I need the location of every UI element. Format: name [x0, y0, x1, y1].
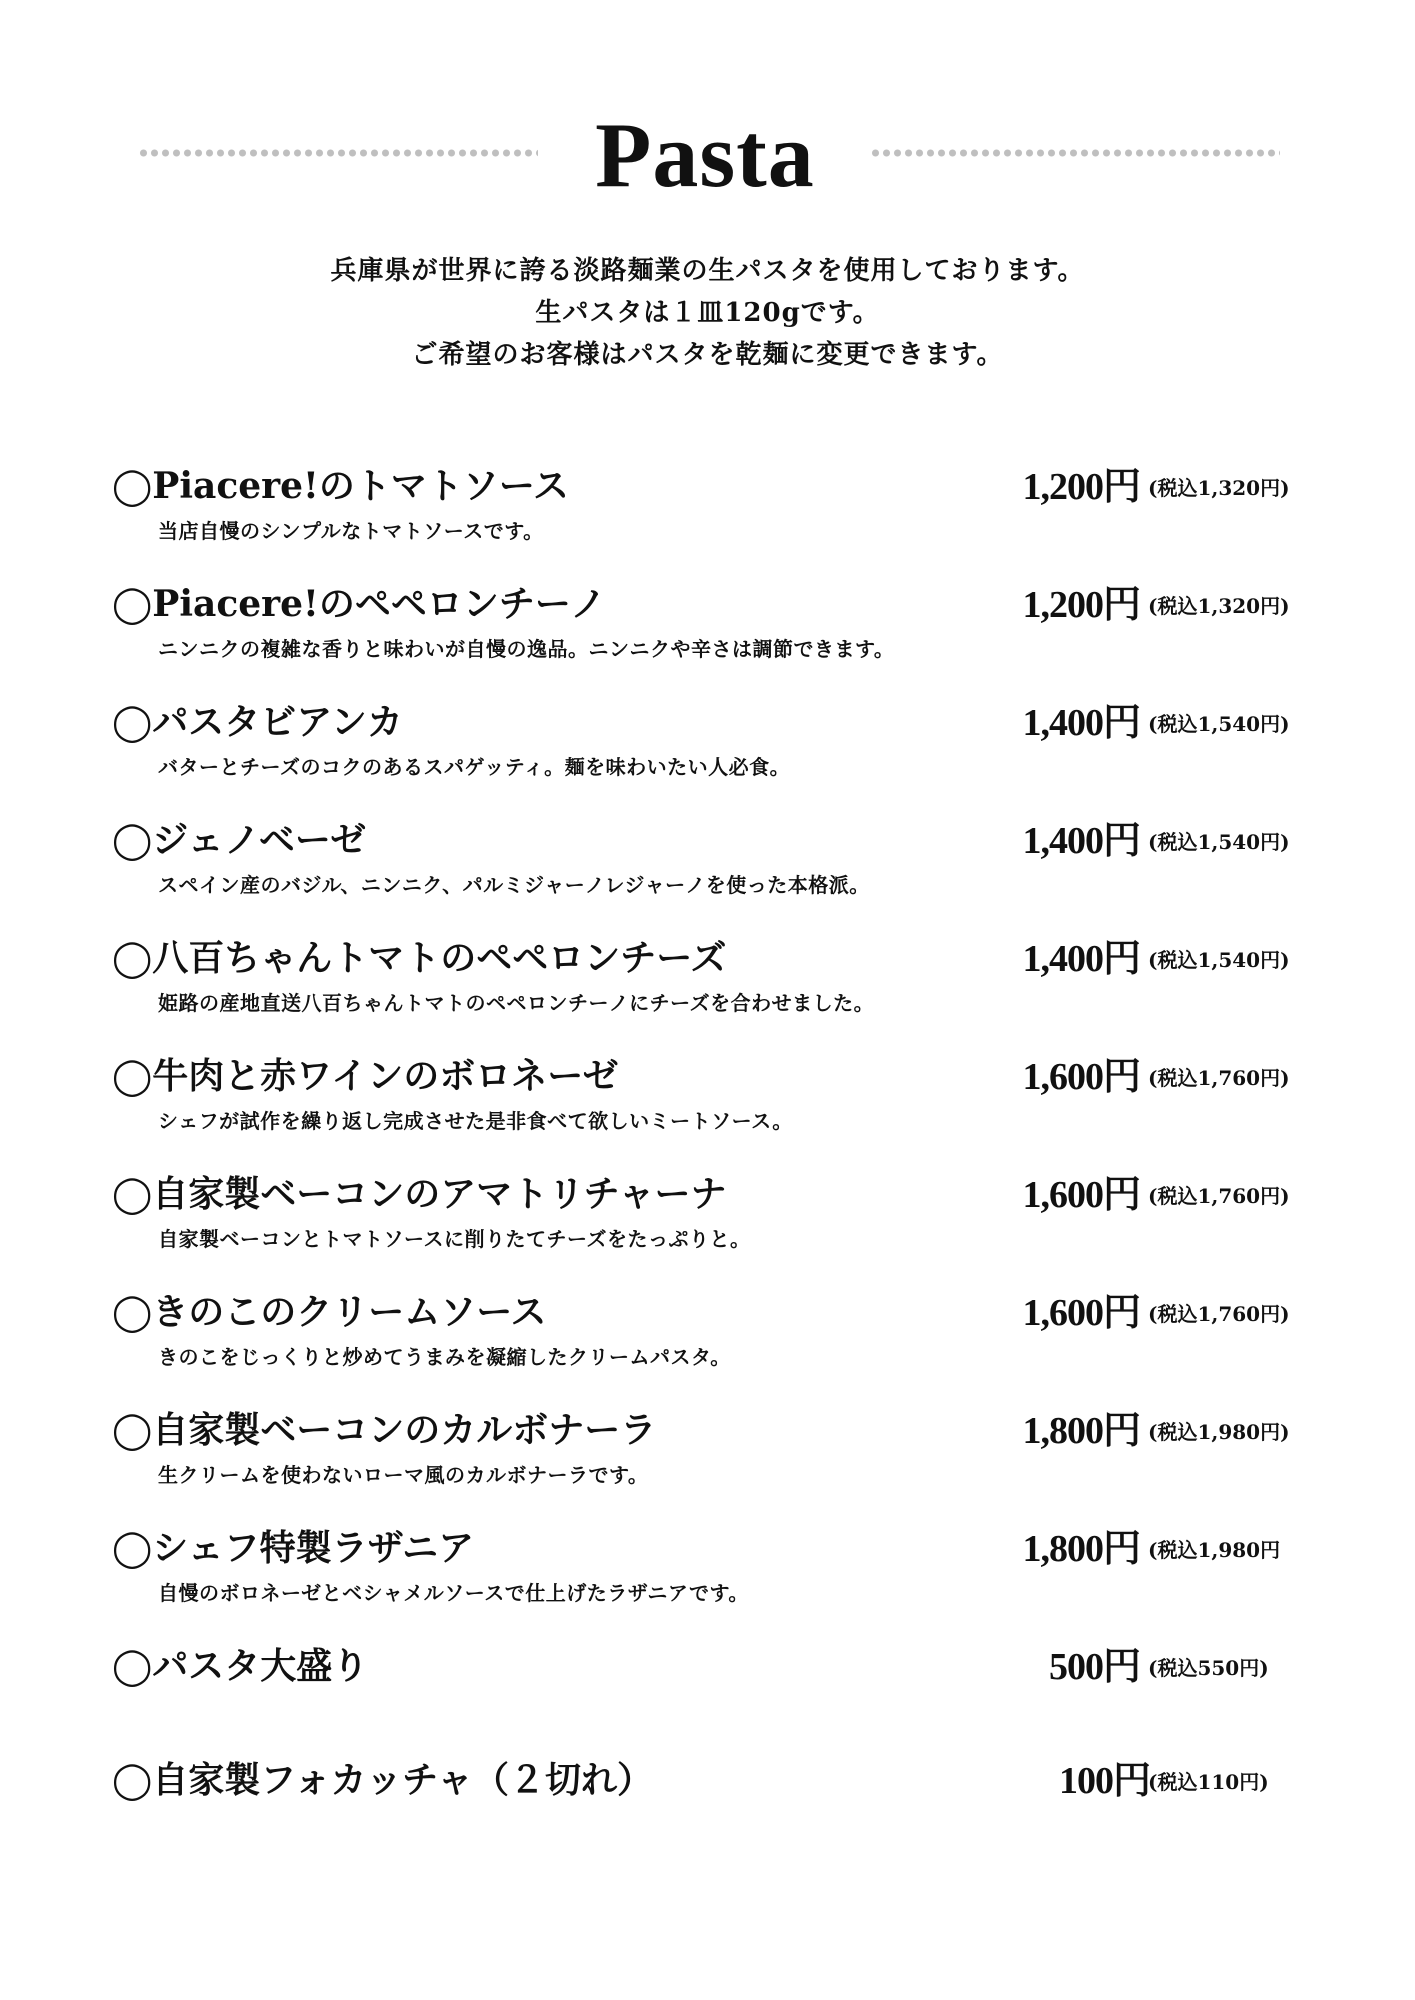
menu-item-tax-price: (税込1,980円 [1148, 1538, 1281, 1562]
menu-item-description: 姫路の産地直送八百ちゃんトマトのペペロンチーノにチーズを合わせました。 [158, 991, 875, 1015]
menu-item-price: 1,400円 [1022, 938, 1140, 980]
menu-item-tax-price: (税込1,980円) [1148, 1420, 1290, 1444]
menu-item-description: シェフが試作を繰り返し完成させた是非食べて欲しいミートソース。 [158, 1109, 793, 1133]
menu-item [0, 1406, 1415, 1524]
menu-item-tax-price: (税込1,320円) [1148, 476, 1290, 500]
menu-item-description: 自家製ベーコンとトマトソースに削りたてチーズをたっぷりと。 [158, 1227, 751, 1251]
decorative-dotted-line-right [870, 148, 1280, 158]
intro-line: 生パスタは１皿120gです。 [535, 298, 880, 328]
menu-item-name: ◯パスタ大盛り [112, 1645, 369, 1687]
menu-item [0, 1288, 1415, 1406]
menu-item-description: スペイン産のバジル、ニンニク、パルミジャーノレジャーノを使った本格派。 [158, 873, 870, 897]
menu-item-tax-price: (税込550円) [1148, 1656, 1269, 1680]
menu-item-description: 生クリームを使わないローマ風のカルボナーラです。 [158, 1463, 649, 1487]
menu-item-tax-price: (税込110円) [1148, 1770, 1269, 1794]
menu-item [0, 816, 1415, 934]
pasta-menu-list [0, 462, 1415, 1874]
menu-item-focaccia [0, 1756, 1415, 1874]
menu-item-name: ◯自家製ベーコンのアマトリチャーナ [112, 1173, 727, 1215]
menu-item [0, 462, 1415, 580]
menu-item-price: 500円 [1048, 1646, 1140, 1688]
menu-item-price: 1,400円 [1022, 702, 1140, 744]
menu-item-description: ニンニクの複雑な香りと味わいが自慢の逸品。ニンニクや辛さは調節できます。 [158, 637, 895, 661]
menu-item-price: 1,800円 [1022, 1528, 1140, 1570]
menu-item-price: 1,200円 [1022, 466, 1140, 508]
menu-item [0, 1524, 1415, 1642]
menu-item-name: ◯自家製フォカッチャ（２切れ） [112, 1759, 654, 1801]
menu-item-tax-price: (税込1,540円) [1148, 712, 1290, 736]
menu-item-description: 当店自慢のシンプルなトマトソースです。 [158, 519, 544, 543]
menu-item [0, 934, 1415, 1052]
intro-line: ご希望のお客様はパスタを乾麺に変更できます。 [411, 340, 1004, 370]
menu-item-tax-price: (税込1,540円) [1148, 948, 1290, 972]
menu-item-name: ◯シェフ特製ラザニア [112, 1527, 475, 1569]
menu-item-large-portion [0, 1642, 1415, 1756]
menu-item-price: 100円 [1058, 1760, 1150, 1802]
menu-item-tax-price: (税込1,760円) [1148, 1302, 1290, 1326]
menu-item [0, 580, 1415, 698]
menu-item-price: 1,600円 [1022, 1056, 1140, 1098]
menu-item-name: ◯自家製ベーコンのカルボナーラ [112, 1409, 657, 1451]
menu-item-description: バターとチーズのコクのあるスパゲッティ。麺を味わいたい人必食。 [158, 755, 791, 779]
menu-item-name: ◯Piacere!のトマトソース [112, 465, 570, 507]
menu-item-description: きのこをじっくりと炒めてうまみを凝縮したクリームパスタ。 [158, 1345, 731, 1369]
menu-item-price: 1,400円 [1022, 820, 1140, 862]
page-title: Pasta [595, 104, 815, 206]
menu-item-price: 1,600円 [1022, 1174, 1140, 1216]
menu-item-name: ◯パスタビアンカ [112, 701, 403, 743]
menu-header [0, 100, 1415, 210]
menu-item-tax-price: (税込1,760円) [1148, 1184, 1290, 1208]
menu-item-price: 1,200円 [1022, 584, 1140, 626]
menu-item [0, 1052, 1415, 1170]
menu-item-name: ◯八百ちゃんトマトのペペロンチーズ [112, 937, 727, 979]
intro-text [0, 250, 1415, 376]
intro-line: 兵庫県が世界に誇る淡路麺業の生パスタを使用しております。 [330, 256, 1085, 286]
menu-item-name: ◯きのこのクリームソース [112, 1291, 547, 1333]
decorative-dotted-line-left [138, 148, 538, 158]
menu-item-tax-price: (税込1,540円) [1148, 830, 1290, 854]
menu-item-name: ◯ジェノベーゼ [112, 819, 367, 861]
menu-item-price: 1,800円 [1022, 1410, 1140, 1452]
menu-item-name: ◯牛肉と赤ワインのボロネーゼ [112, 1055, 619, 1097]
menu-item-name: ◯Piacere!のペペロンチーノ [112, 583, 607, 625]
menu-item-tax-price: (税込1,760円) [1148, 1066, 1290, 1090]
menu-item [0, 698, 1415, 816]
menu-item [0, 1170, 1415, 1288]
menu-item-price: 1,600円 [1022, 1292, 1140, 1334]
menu-item-tax-price: (税込1,320円) [1148, 594, 1290, 618]
menu-item-description: 自慢のボロネーゼとベシャメルソースで仕上げたラザニアです。 [158, 1581, 749, 1605]
